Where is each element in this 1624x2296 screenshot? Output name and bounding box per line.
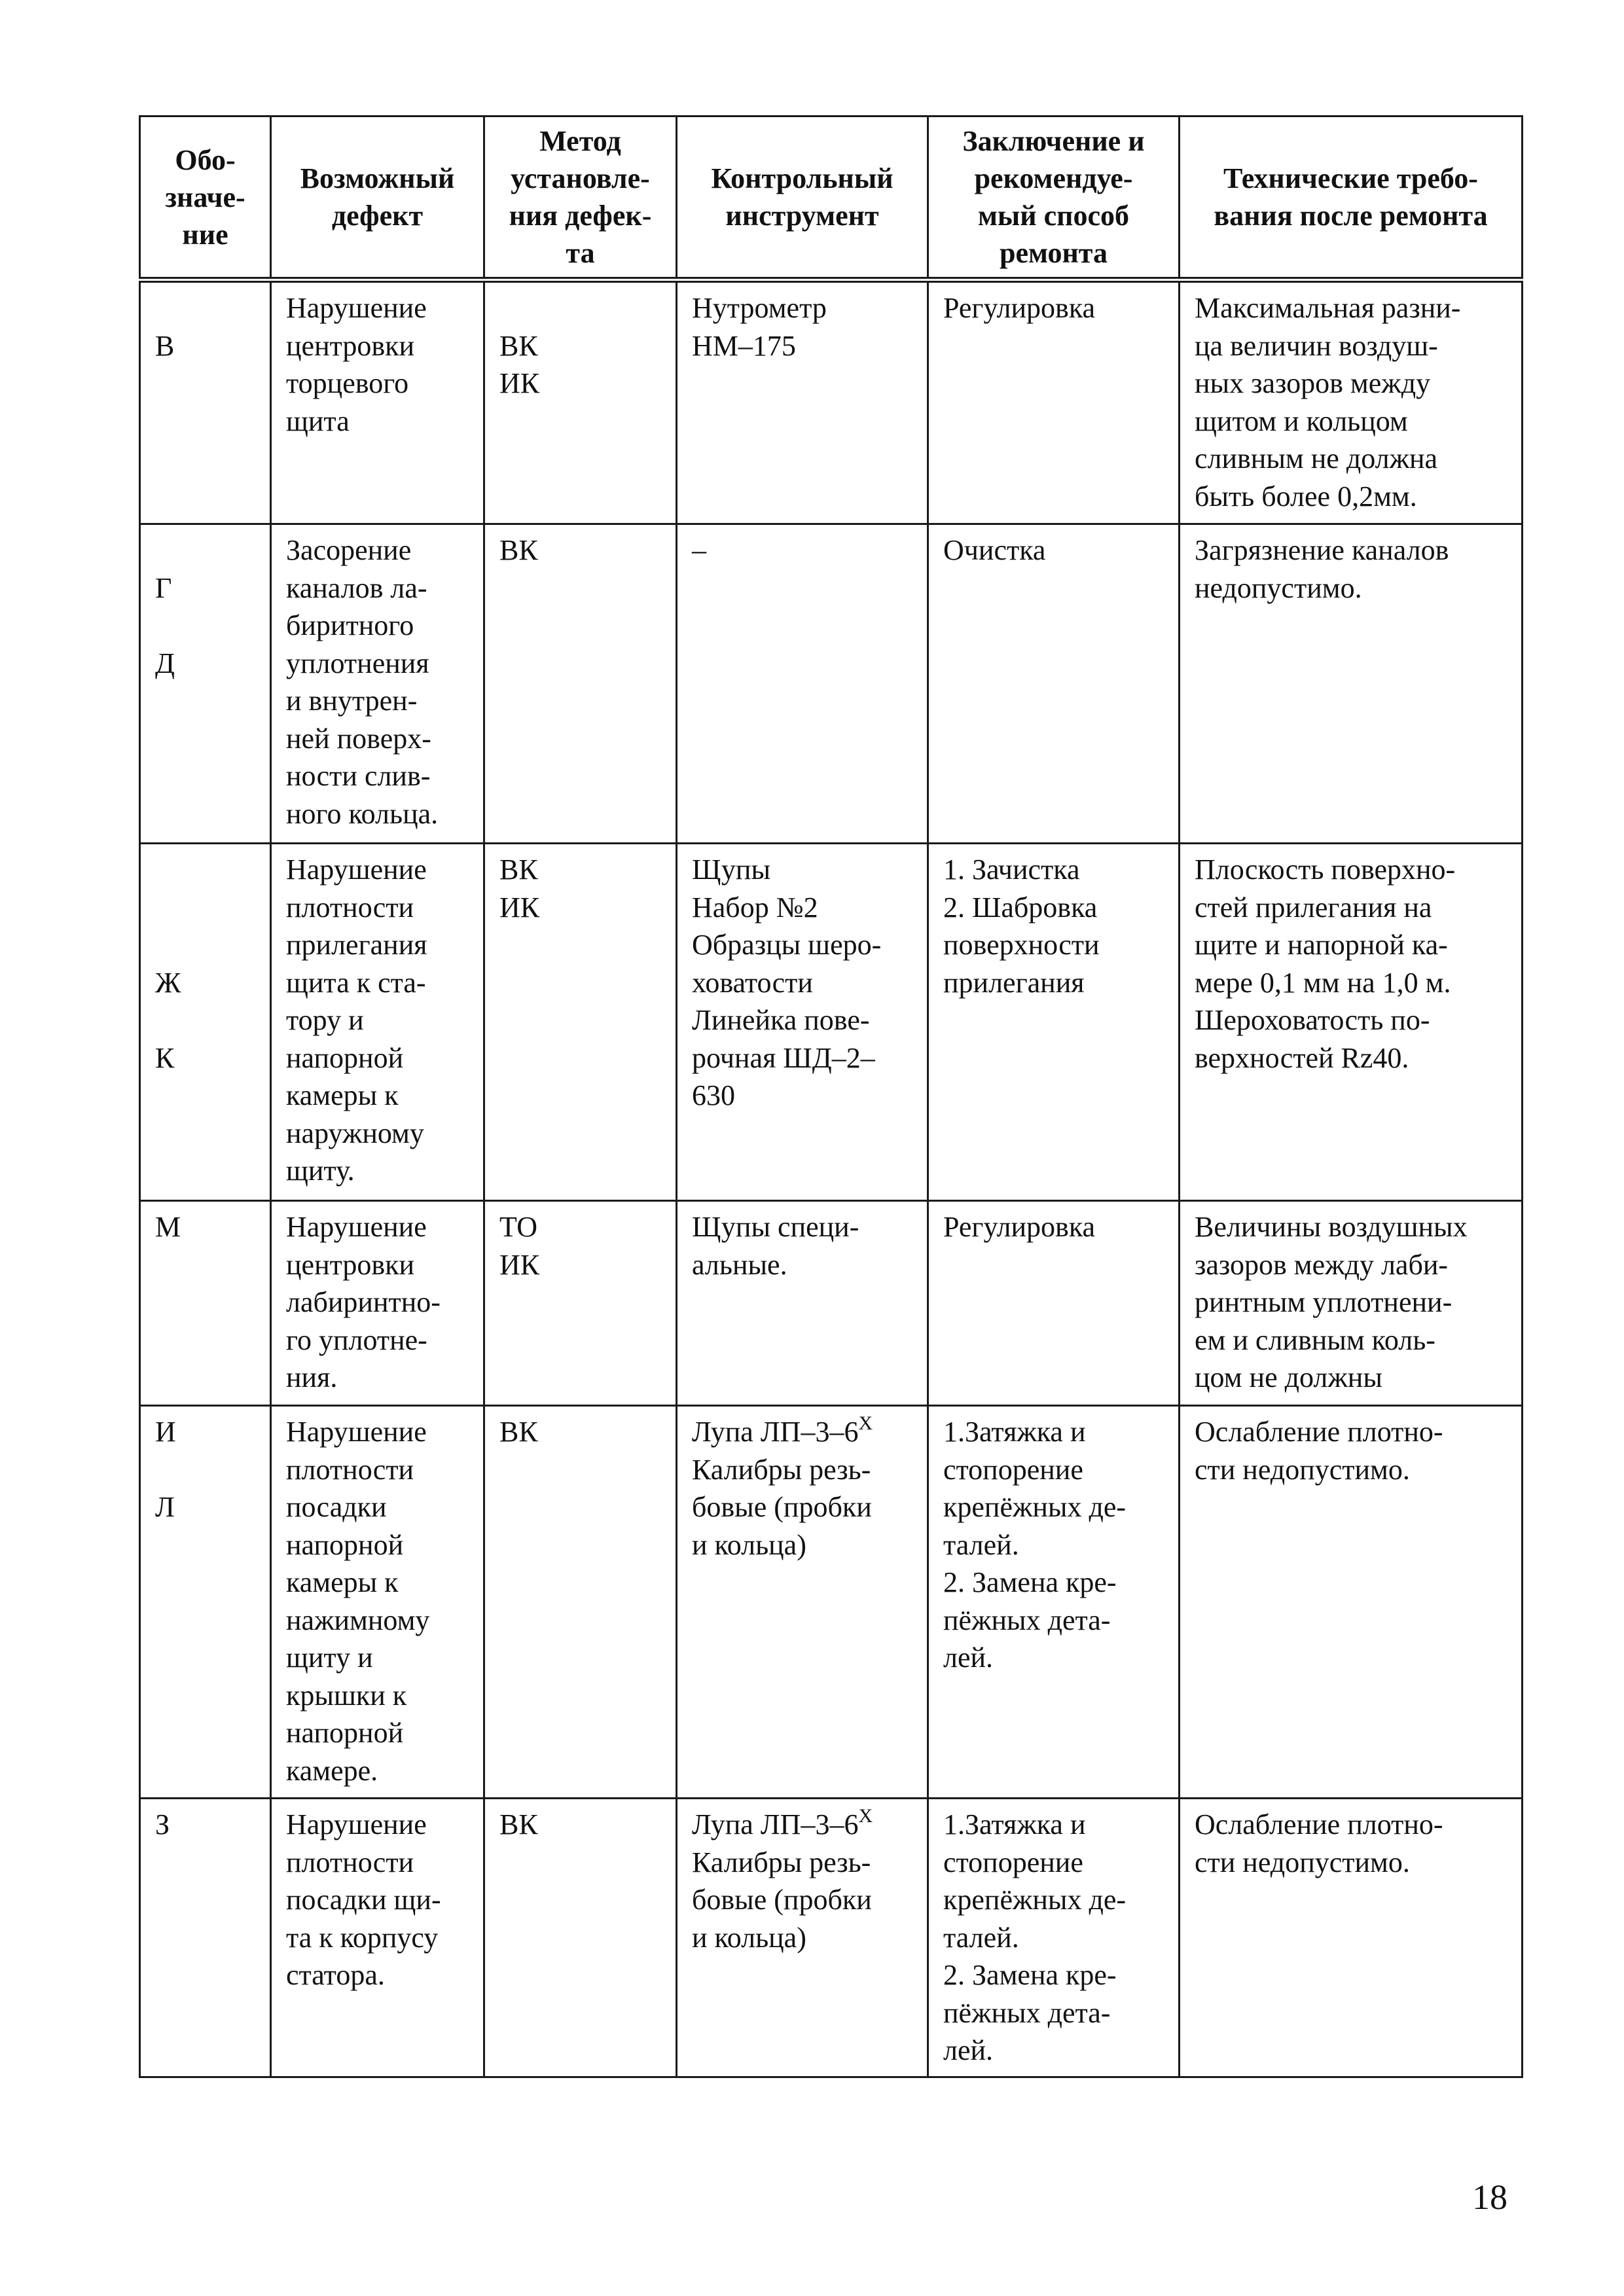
instrument-text: – — [692, 534, 706, 566]
table-row — [140, 524, 1523, 844]
table-row — [140, 1201, 1523, 1406]
cell-defect: Нарушение центровки торцевого щита — [271, 280, 484, 524]
cell-instrument — [677, 1406, 928, 1799]
cell-instrument — [677, 524, 928, 844]
table-row — [140, 1799, 1523, 2077]
cell-requirements: Плоскость поверхно- стей прилегания на щите и напорной ка- мере 0,1 мм на 1,0 м. Шероховатость по- верхностей Rz40. — [1180, 844, 1523, 1201]
cell-requirements: Максимальная разни- ца величин воздуш- ных зазоров между щитом и кольцом сливным не должна быть более 0,2мм. — [1180, 280, 1523, 524]
cell-method: ТО ИК — [484, 1201, 677, 1406]
cell-repair: 1. Зачистка 2. Шабровка поверхности прилегания — [928, 844, 1180, 1201]
cell-repair: 1.Затяжка и стопорение крепёжных де- талей. 2. Замена кре- пёжных дета- лей. — [928, 1799, 1180, 2077]
cell-repair: 1.Затяжка и стопорение крепёжных де- талей. 2. Замена кре- пёжных дета- лей. — [928, 1406, 1180, 1799]
cell-instrument — [677, 280, 928, 524]
cell-requirements: Ослабление плотно- сти недопустимо. — [1180, 1406, 1523, 1799]
cell-requirements: Загрязнение каналов недопустимо. — [1180, 524, 1523, 844]
cell-defect: Нарушение плотности прилегания щита к ста- тору и напорной камеры к наружному щиту. — [271, 844, 484, 1201]
cell-defect: Нарушение центровки лабиринтно- го уплотне- ния. — [271, 1201, 484, 1406]
cell-defect: Нарушение плотности посадки напорной камеры к нажимному щиту и крышки к напорной камере. — [271, 1406, 484, 1799]
instrument-text-rest: Калибры резь- бовые (пробки и кольца) — [692, 1846, 872, 1954]
cell-code: Ж К — [140, 844, 271, 1201]
cell-instrument — [677, 1799, 928, 2077]
cell-repair: Регулировка — [928, 280, 1180, 524]
page-number: 18 — [1472, 2178, 1507, 2217]
cell-code: Г Д — [140, 524, 271, 844]
instrument-text-rest: Калибры резь- бовые (пробки и кольца) — [692, 1453, 872, 1561]
instrument-text: Нутрометр НМ–175 — [692, 292, 827, 362]
instrument-text: Лупа ЛП–3–6 — [692, 1416, 859, 1448]
table-row — [140, 280, 1523, 524]
cell-defect: Засорение каналов ла- биритного уплотнения и внутрен- ней поверх- ности слив- ного кольца. — [271, 524, 484, 844]
cell-code: З — [140, 1799, 271, 2077]
header-code: Обо- значе- ние — [140, 117, 271, 280]
cell-repair: Очистка — [928, 524, 1180, 844]
instrument-superscript: X — [858, 1805, 873, 1827]
instrument-text: Лупа ЛП–3–6 — [692, 1808, 859, 1840]
defects-table — [139, 115, 1523, 2078]
cell-requirements: Ослабление плотно- сти недопустимо. — [1180, 1799, 1523, 2077]
cell-method: ВК — [484, 1406, 677, 1799]
header-instrument: Контрольный инструмент — [677, 117, 928, 280]
instrument-superscript: X — [858, 1412, 873, 1434]
cell-repair: Регулировка — [928, 1201, 1180, 1406]
table-row — [140, 1406, 1523, 1799]
table-header-row — [140, 117, 1523, 280]
cell-requirements: Величины воздушных зазоров между лаби- ринтным уплотнени- ем и сливным коль- цом не должны — [1180, 1201, 1523, 1406]
cell-instrument — [677, 844, 928, 1201]
cell-code: И Л — [140, 1406, 271, 1799]
cell-method: ВК — [484, 1799, 677, 2077]
header-method: Метод установле- ния дефек- та — [484, 117, 677, 280]
table-row — [140, 844, 1523, 1201]
cell-code: В — [140, 280, 271, 524]
instrument-text: Щупы Набор №2 Образцы шеро- ховатости Линейка пове- рочная ШД–2– 630 — [692, 853, 882, 1111]
cell-method: ВК ИК — [484, 280, 677, 524]
header-repair: Заключение и рекомендуе- мый способ ремонта — [928, 117, 1180, 280]
cell-method: ВК — [484, 524, 677, 844]
instrument-text: Щупы специ- альные. — [692, 1211, 859, 1281]
header-requirements: Технические требо- вания после ремонта — [1180, 117, 1523, 280]
cell-method: ВК ИК — [484, 844, 677, 1201]
cell-defect: Нарушение плотности посадки щи- та к корпусу статора. — [271, 1799, 484, 2077]
cell-instrument — [677, 1201, 928, 1406]
header-defect: Возможный дефект — [271, 117, 484, 280]
cell-code: М — [140, 1201, 271, 1406]
